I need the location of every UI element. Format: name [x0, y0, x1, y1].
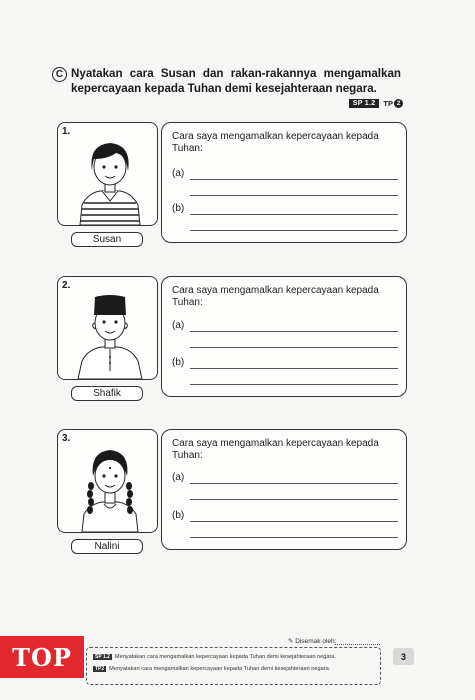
name-label: Nalini	[71, 539, 143, 554]
checked-by-line[interactable]	[335, 644, 380, 645]
answer-box	[161, 276, 407, 397]
portrait-box	[57, 276, 158, 380]
tp-number: 2	[394, 99, 403, 108]
answer-box	[161, 122, 407, 243]
footer-tp-code: TP2	[95, 666, 105, 672]
page-number: 3	[393, 648, 414, 665]
nalini-portrait	[70, 442, 150, 532]
section-badge: C	[52, 67, 67, 82]
answer-prompt: Cara saya mengamalkan kepercayaan kepada Tuhan:	[172, 131, 379, 154]
answer-line-a2[interactable]	[190, 499, 398, 500]
footer-row-sp	[93, 654, 336, 660]
label-b: (b)	[172, 510, 185, 521]
answer-line-b1[interactable]	[190, 214, 398, 215]
exercise-number: 1.	[62, 126, 71, 137]
watermark-logo: TOP	[0, 636, 84, 678]
susan-portrait	[70, 135, 150, 225]
label-a: (a)	[172, 320, 185, 331]
checked-by-label: ✎ Disemak oleh:	[288, 638, 337, 645]
instruction-text: Nyatakan cara Susan dan rakan-rakannya mengamalkan kepercayaan kepada Tuhan demi kesejahteraan negara.	[71, 67, 401, 95]
answer-box	[161, 429, 407, 550]
name-label: Susan	[71, 232, 143, 247]
sp-code: SP 1.2	[349, 99, 380, 108]
answer-line-a1[interactable]	[190, 331, 398, 332]
tp-code	[383, 99, 403, 108]
footer-tp-text: Menyatakan cara mengamalkan kepercayaan kepada Tuhan demi kesejahteraan negara.	[109, 666, 331, 672]
footer-sp-code: SP 1.2	[95, 654, 110, 660]
label-a: (a)	[172, 472, 185, 483]
name-label: Shafik	[71, 386, 143, 401]
shafik-portrait	[70, 289, 150, 379]
answer-line-a1[interactable]	[190, 179, 398, 180]
exercise-number: 3.	[62, 433, 71, 444]
answer-prompt: Cara saya mengamalkan kepercayaan kepada Tuhan:	[172, 438, 379, 461]
label-b: (b)	[172, 203, 185, 214]
footer-sp-text: Menyatakan cara mengamalkan kepercayaan kepada Tuhan demi kesejahteraan negara.	[114, 654, 337, 660]
label-b: (b)	[172, 357, 185, 368]
answer-line-b2[interactable]	[190, 384, 398, 385]
portrait-box	[57, 122, 158, 226]
footer-standards-box	[86, 647, 381, 685]
answer-line-b1[interactable]	[190, 521, 398, 522]
standard-codes	[349, 99, 403, 108]
footer-row-tp	[93, 666, 330, 672]
portrait-box	[57, 429, 158, 533]
tp-label: TP	[383, 99, 393, 108]
answer-line-b1[interactable]	[190, 368, 398, 369]
answer-line-a2[interactable]	[190, 347, 398, 348]
exercise-number: 2.	[62, 280, 71, 291]
answer-line-b2[interactable]	[190, 230, 398, 231]
answer-prompt: Cara saya mengamalkan kepercayaan kepada Tuhan:	[172, 285, 379, 308]
answer-line-a1[interactable]	[190, 483, 398, 484]
label-a: (a)	[172, 168, 185, 179]
answer-line-a2[interactable]	[190, 195, 398, 196]
answer-line-b2[interactable]	[190, 537, 398, 538]
